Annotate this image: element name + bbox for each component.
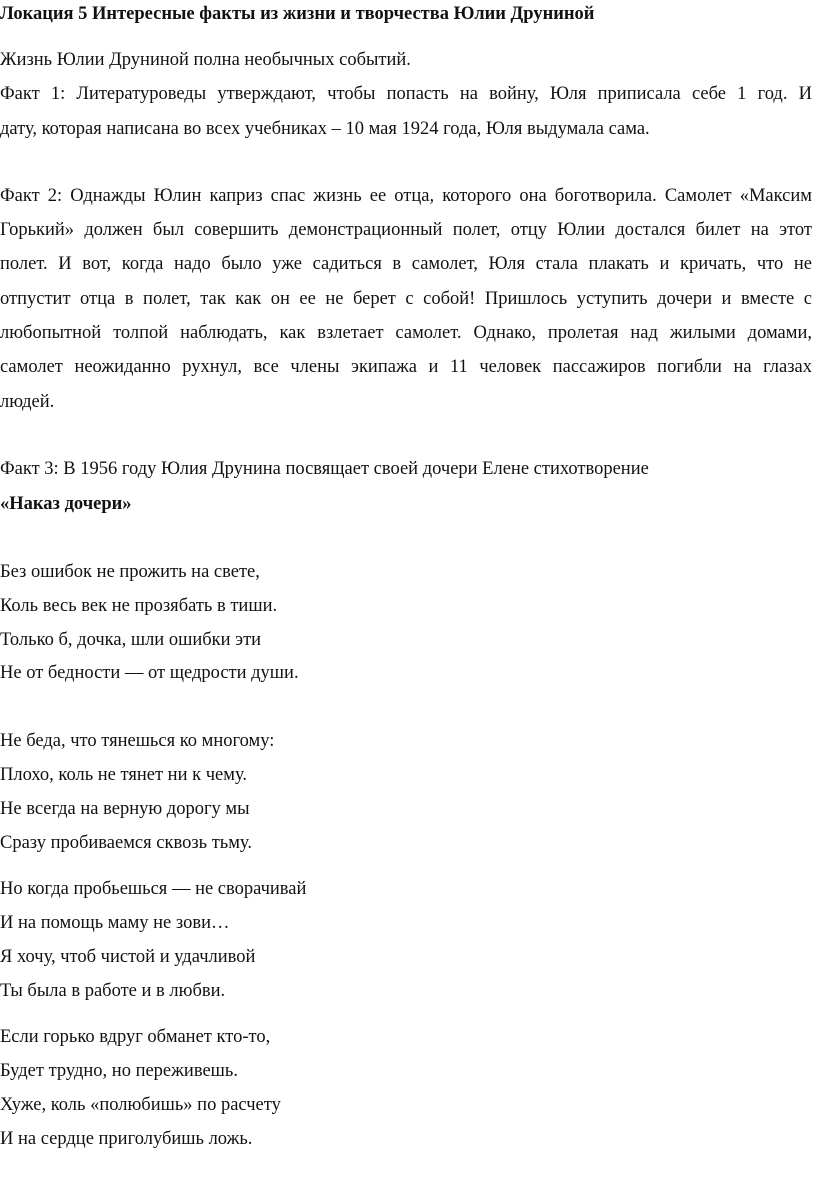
poem-line: Не всегда на верную дорогу мы bbox=[0, 799, 250, 819]
poem-line: Хуже, коль «полюбишь» по расчету bbox=[0, 1095, 281, 1115]
fact3-line: Факт 3: В 1956 году Юлия Друнина посвящает своей дочери Елене стихотворение bbox=[0, 459, 649, 479]
fact1-line-2: дату, которая написана во всех учебниках – 10 мая 1924 года, Юля выдумала сама. bbox=[0, 119, 650, 139]
fact2-line-7: людей. bbox=[0, 392, 55, 412]
poem-line: И на помощь маму не зови… bbox=[0, 913, 230, 933]
fact2-line-2: Горький» должен был совершить демонстрационный полет, отцу Юлии достался билет на этот bbox=[0, 220, 812, 240]
fact2-line-4: отпустит отца в полет, так как он ее не берет с собой! Пришлось уступить дочери и вместе с bbox=[0, 289, 812, 309]
poem-line: Коль весь век не прозябать в тиши. bbox=[0, 596, 278, 616]
poem-line: Без ошибок не прожить на свете, bbox=[0, 562, 260, 582]
poem-line: Если горько вдруг обманет кто-то, bbox=[0, 1027, 271, 1047]
poem-line: Плохо, коль не тянет ни к чему. bbox=[0, 765, 247, 785]
poem-line: И на сердце приголубишь ложь. bbox=[0, 1129, 253, 1149]
poem-line: Я хочу, чтоб чистой и удачливой bbox=[0, 947, 256, 967]
poem-line: Ты была в работе и в любви. bbox=[0, 981, 226, 1001]
poem-line: Только б, дочка, шли ошибки эти bbox=[0, 630, 262, 650]
page-heading: Локация 5 Интересные факты из жизни и творчества Юлии Друниной bbox=[0, 4, 595, 24]
fact2-line-6: самолет неожиданно рухнул, все члены экипажа и 11 человек пассажиров погибли на глазах bbox=[0, 357, 812, 377]
fact2-line-3: полет. И вот, когда надо было уже садиться в самолет, Юля стала плакать и кричать, что не bbox=[0, 254, 812, 274]
fact1-line-1: Факт 1: Литературоведы утверждают, чтобы попасть на войну, Юля приписала себе 1 год. И bbox=[0, 84, 812, 104]
poem-line: Но когда пробьешься — не сворачивай bbox=[0, 879, 307, 899]
poem-title: «Наказ дочери» bbox=[0, 494, 132, 514]
fact2-line-1: Факт 2: Однажды Юлин каприз спас жизнь ее отца, которого она боготворила. Самолет «Максим bbox=[0, 186, 812, 206]
poem-line: Не от бедности — от щедрости души. bbox=[0, 663, 299, 683]
poem-line: Не беда, что тянешься ко многому: bbox=[0, 731, 275, 751]
intro-line: Жизнь Юлии Друниной полна необычных событий. bbox=[0, 50, 411, 70]
fact2-line-5: любопытной толпой наблюдать, как взлетает самолет. Однако, пролетая над жилыми домами, bbox=[0, 323, 812, 343]
poem-line: Сразу пробиваемся сквозь тьму. bbox=[0, 833, 252, 853]
poem-line: Будет трудно, но переживешь. bbox=[0, 1061, 238, 1081]
